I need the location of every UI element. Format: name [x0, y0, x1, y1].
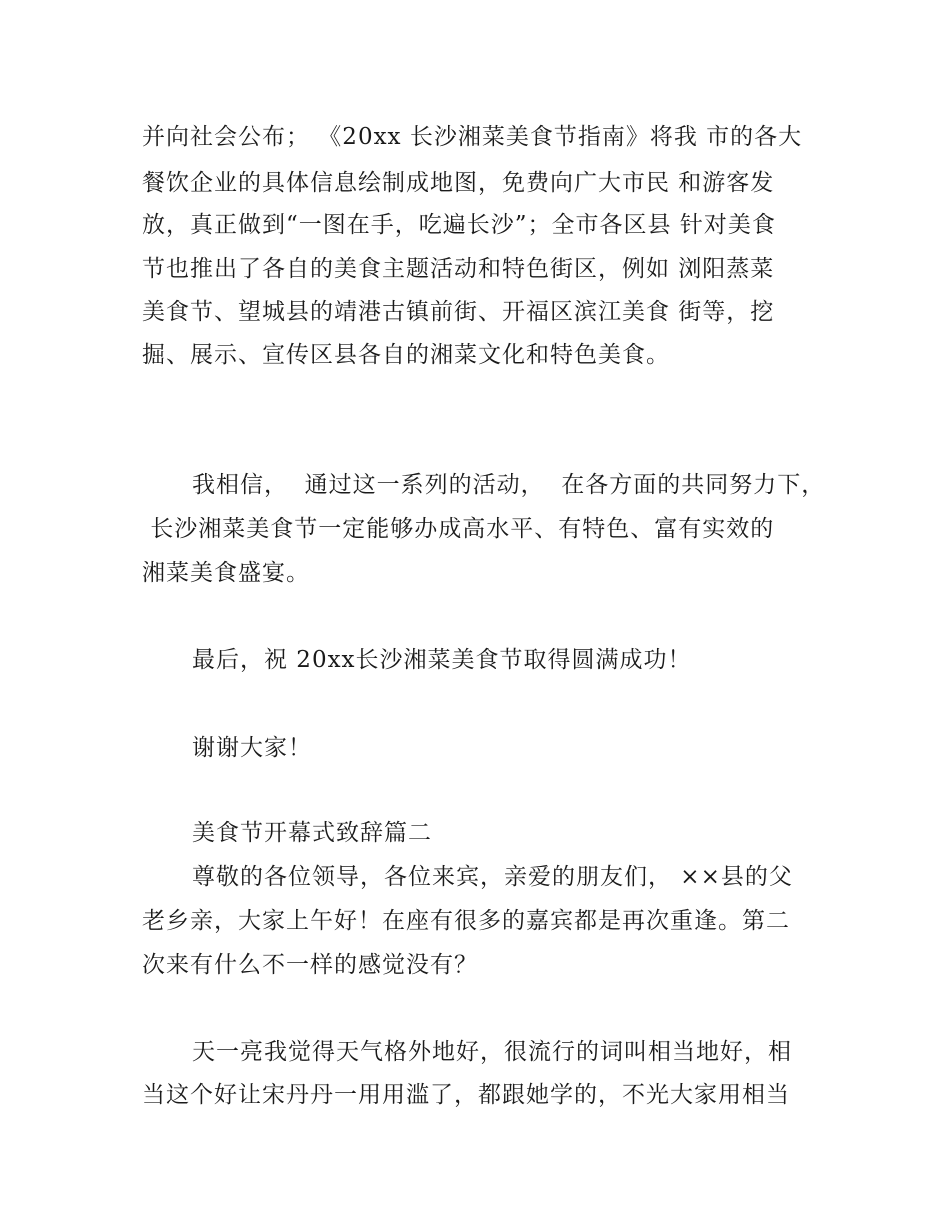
paragraph-5-line-1: 尊敬的各位领导，各位来宾，亲爱的朋友们， ××县的父	[192, 864, 793, 890]
paragraph-5-line-2: 老乡亲，大家上午好！在座有很多的嘉宾都是再次重逢。第二	[142, 908, 790, 934]
paragraph-2-line-1: 我相信， 通过这一系列的活动， 在各方面的共同努力下，	[192, 472, 826, 498]
paragraph-4: 谢谢大家！	[192, 735, 312, 761]
paragraph-1-line-4: 节也推出了各自的美食主题活动和特色街区，例如 浏阳蒸菜	[142, 256, 775, 282]
paragraph-3: 最后，祝 20xx长沙湘菜美食节取得圆满成功！	[192, 647, 692, 673]
section-heading: 美食节开幕式致辞篇二	[192, 820, 432, 846]
paragraph-1-line-1: 并向社会公布； 《20xx 长沙湘菜美食节指南》将我 市的各大	[142, 124, 803, 150]
paragraph-1-line-3: 放，真正做到“一图在手，吃遍长沙”；全市各区县 针对美食	[142, 212, 776, 238]
paragraph-1-line-6: 掘、展示、宣传区县各自的湘菜文化和特色美食。	[142, 342, 670, 368]
paragraph-2-line-3: 湘菜美食盛宴。	[142, 560, 310, 586]
paragraph-5-line-3: 次来有什么不一样的感觉没有？	[142, 952, 478, 978]
paragraph-1-line-2: 餐饮企业的具体信息绘制成地图，免费向广大市民 和游客发	[142, 170, 775, 196]
paragraph-2-line-2: 长沙湘菜美食节一定能够办成高水平、有特色、富有实效的	[142, 516, 775, 542]
paragraph-6-line-1: 天一亮我觉得天气格外地好，很流行的词叫相当地好，相	[192, 1039, 792, 1065]
paragraph-1-line-5: 美食节、望城县的靖港古镇前街、开福区滨江美食 街等，挖	[142, 299, 775, 325]
paragraph-6-line-2: 当这个好让宋丹丹一用用滥了，都跟她学的，不光大家用相当	[142, 1082, 790, 1108]
